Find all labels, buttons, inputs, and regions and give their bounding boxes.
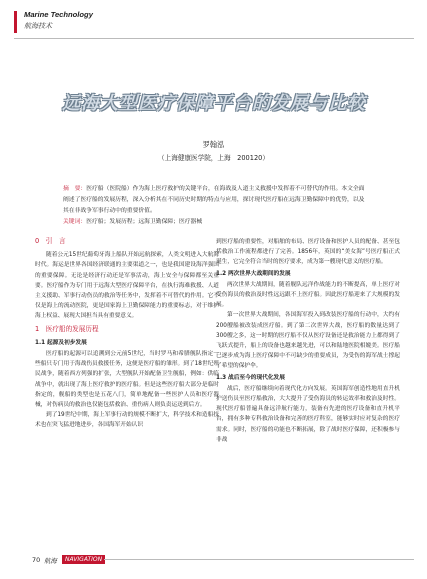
paragraph: 第一次世界大战期间，各国海军投入到改装医疗船的行动中，大约有200艘船被改装成医疗船。到了第二次世界大战，医疗船的数量达到了300艘之多，这一时期的医疗船不仅从医疗设备还是救治能力上都得到了飞跃式提升，船上的设备也越来越先进，可以和陆地医院相媲美。医疗船已逐步成为海上医疗保障中不可缺少的重要成员，为受伤的海军战士撑起了希望的保护伞。 bbox=[216, 312, 400, 370]
keywords-label: 关键词： bbox=[63, 219, 87, 225]
footer-journal-badge: NAVIGATION bbox=[62, 555, 105, 564]
body-column-left bbox=[35, 236, 219, 431]
article-affiliation: （上海健康医学院，上海 200120） bbox=[158, 154, 269, 162]
paragraph: 到医疗船的重要性，对船舶的布局、医疗设备和医护人员的配备、甚至包括救治工作流程都进行了完善。1856年，英国的“美女海”号医疗船正式诞生，它完全符合当时的医疗要求，成为第一艘现代意义的医疗船。 bbox=[216, 239, 400, 266]
subsection-heading: 1.1 起源及初步发展 bbox=[35, 339, 87, 346]
article-author: 罗翰泓 bbox=[202, 140, 225, 149]
abstract-label: 摘 要： bbox=[63, 186, 87, 192]
paragraph: 到了19世纪中期，海上军事行动的规模不断扩大，科学技术和造船技术也在突飞猛进地进步，各国海军开始认识 bbox=[35, 412, 219, 429]
page-number: 70 bbox=[32, 556, 41, 564]
journal-name-cn: 航海技术 bbox=[24, 22, 52, 30]
subsection-heading: 1.3 战后至今的现代化发展 bbox=[216, 374, 285, 381]
journal-name-en: Marine Technology bbox=[24, 10, 93, 19]
subsection-heading: 1.2 两次世界大战期间的发展 bbox=[216, 270, 291, 277]
paragraph: 战后，医疗船继续向着现代化方向发展。英国海军创造性地用直升机护送伤员至医疗船救治，大大提升了受伤海员的转运效率和救治及时性。现代医疗船普遍具备远洋航行能力，装备有先进的医疗设备和直升机平台，拥有多种专科救治设备和完善的医疗科室，能够实时应对复杂的医疗需求。同时，医疗船的功能也不断拓展，除了战时医疗保障，还积极参与非战 bbox=[216, 385, 400, 443]
page-footer bbox=[14, 555, 414, 567]
footer-journal-name: 航海 bbox=[44, 557, 57, 565]
journal-header bbox=[14, 8, 414, 39]
section-heading-intro: 0 引 言 bbox=[35, 237, 66, 245]
keywords-line bbox=[63, 217, 365, 228]
keywords-text: 医疗船；发展历程；远海卫勤保障；医疗器械 bbox=[86, 219, 203, 225]
article-title: 远海大型医疗保障平台的发展与比较 bbox=[62, 93, 366, 114]
paragraph: 随着公元15世纪葡萄牙海上船队开始远航探索，人类文明进入大航海时代。海运是世界各国经济联通的主要渠道之一，也是我国建设海洋强国的重要保障。无论是经济行动还是军事活动，海上安全与保障都至关重要。医疗船作为专门用于远海大型医疗保障平台，在执行海难救援、人道主义援助、军事行动伤员的救治等任务中，发挥着不可替代的作用。它不仅是海上的流动医院，更是国家海上卫勤保障能力的重要标志，对于维护海上权益、展现大国担当具有重要意义。 bbox=[35, 252, 219, 320]
header-accent-bar bbox=[14, 11, 17, 33]
abstract-block bbox=[63, 184, 365, 228]
abstract-text: 医疗船（医院船）作为海上医疗救护的关键平台，在海战及人道主义救援中发挥着不可替代的作用。本文全面阐述了医疗船的发展历程，深入分析其在不同历史时期的特点与应用，探讨现代医疗船在远海卫勤保障中的优势，以及其在非战争军事行动中的重要价值。 bbox=[63, 186, 365, 214]
body-column-right bbox=[216, 237, 400, 445]
section-heading-history: 1 医疗船的发展历程 bbox=[35, 324, 99, 333]
paragraph: 医疗船的起源可以追溯到公元前5世纪，当时罗马和希腊舰队指定一些船只专门用于海战伤员救援任务，这便是医疗船的雏形。到了18世纪殖民战争，随着西方列强的扩张，大型舰队开始配备卫生舰船，例如：供临战争中，就出现了海上医疗救护的医疗船。但是这些医疗船大部分是临时指定的，舰船的类型也是五花八门，简单地配备一些医护人员和医疗器械，对伤病员的救治也仅能包括救治、重伤病人则负责运送到后方。 bbox=[35, 351, 219, 409]
paragraph: 两次世界大战期间，随着舰队远洋作战能力的不断提高，单上医疗对受伤海员的救治及时性远远跟不上医疗船。因此医疗船迎来了大规模的发展。 bbox=[216, 281, 400, 309]
footer-rule bbox=[104, 559, 414, 560]
